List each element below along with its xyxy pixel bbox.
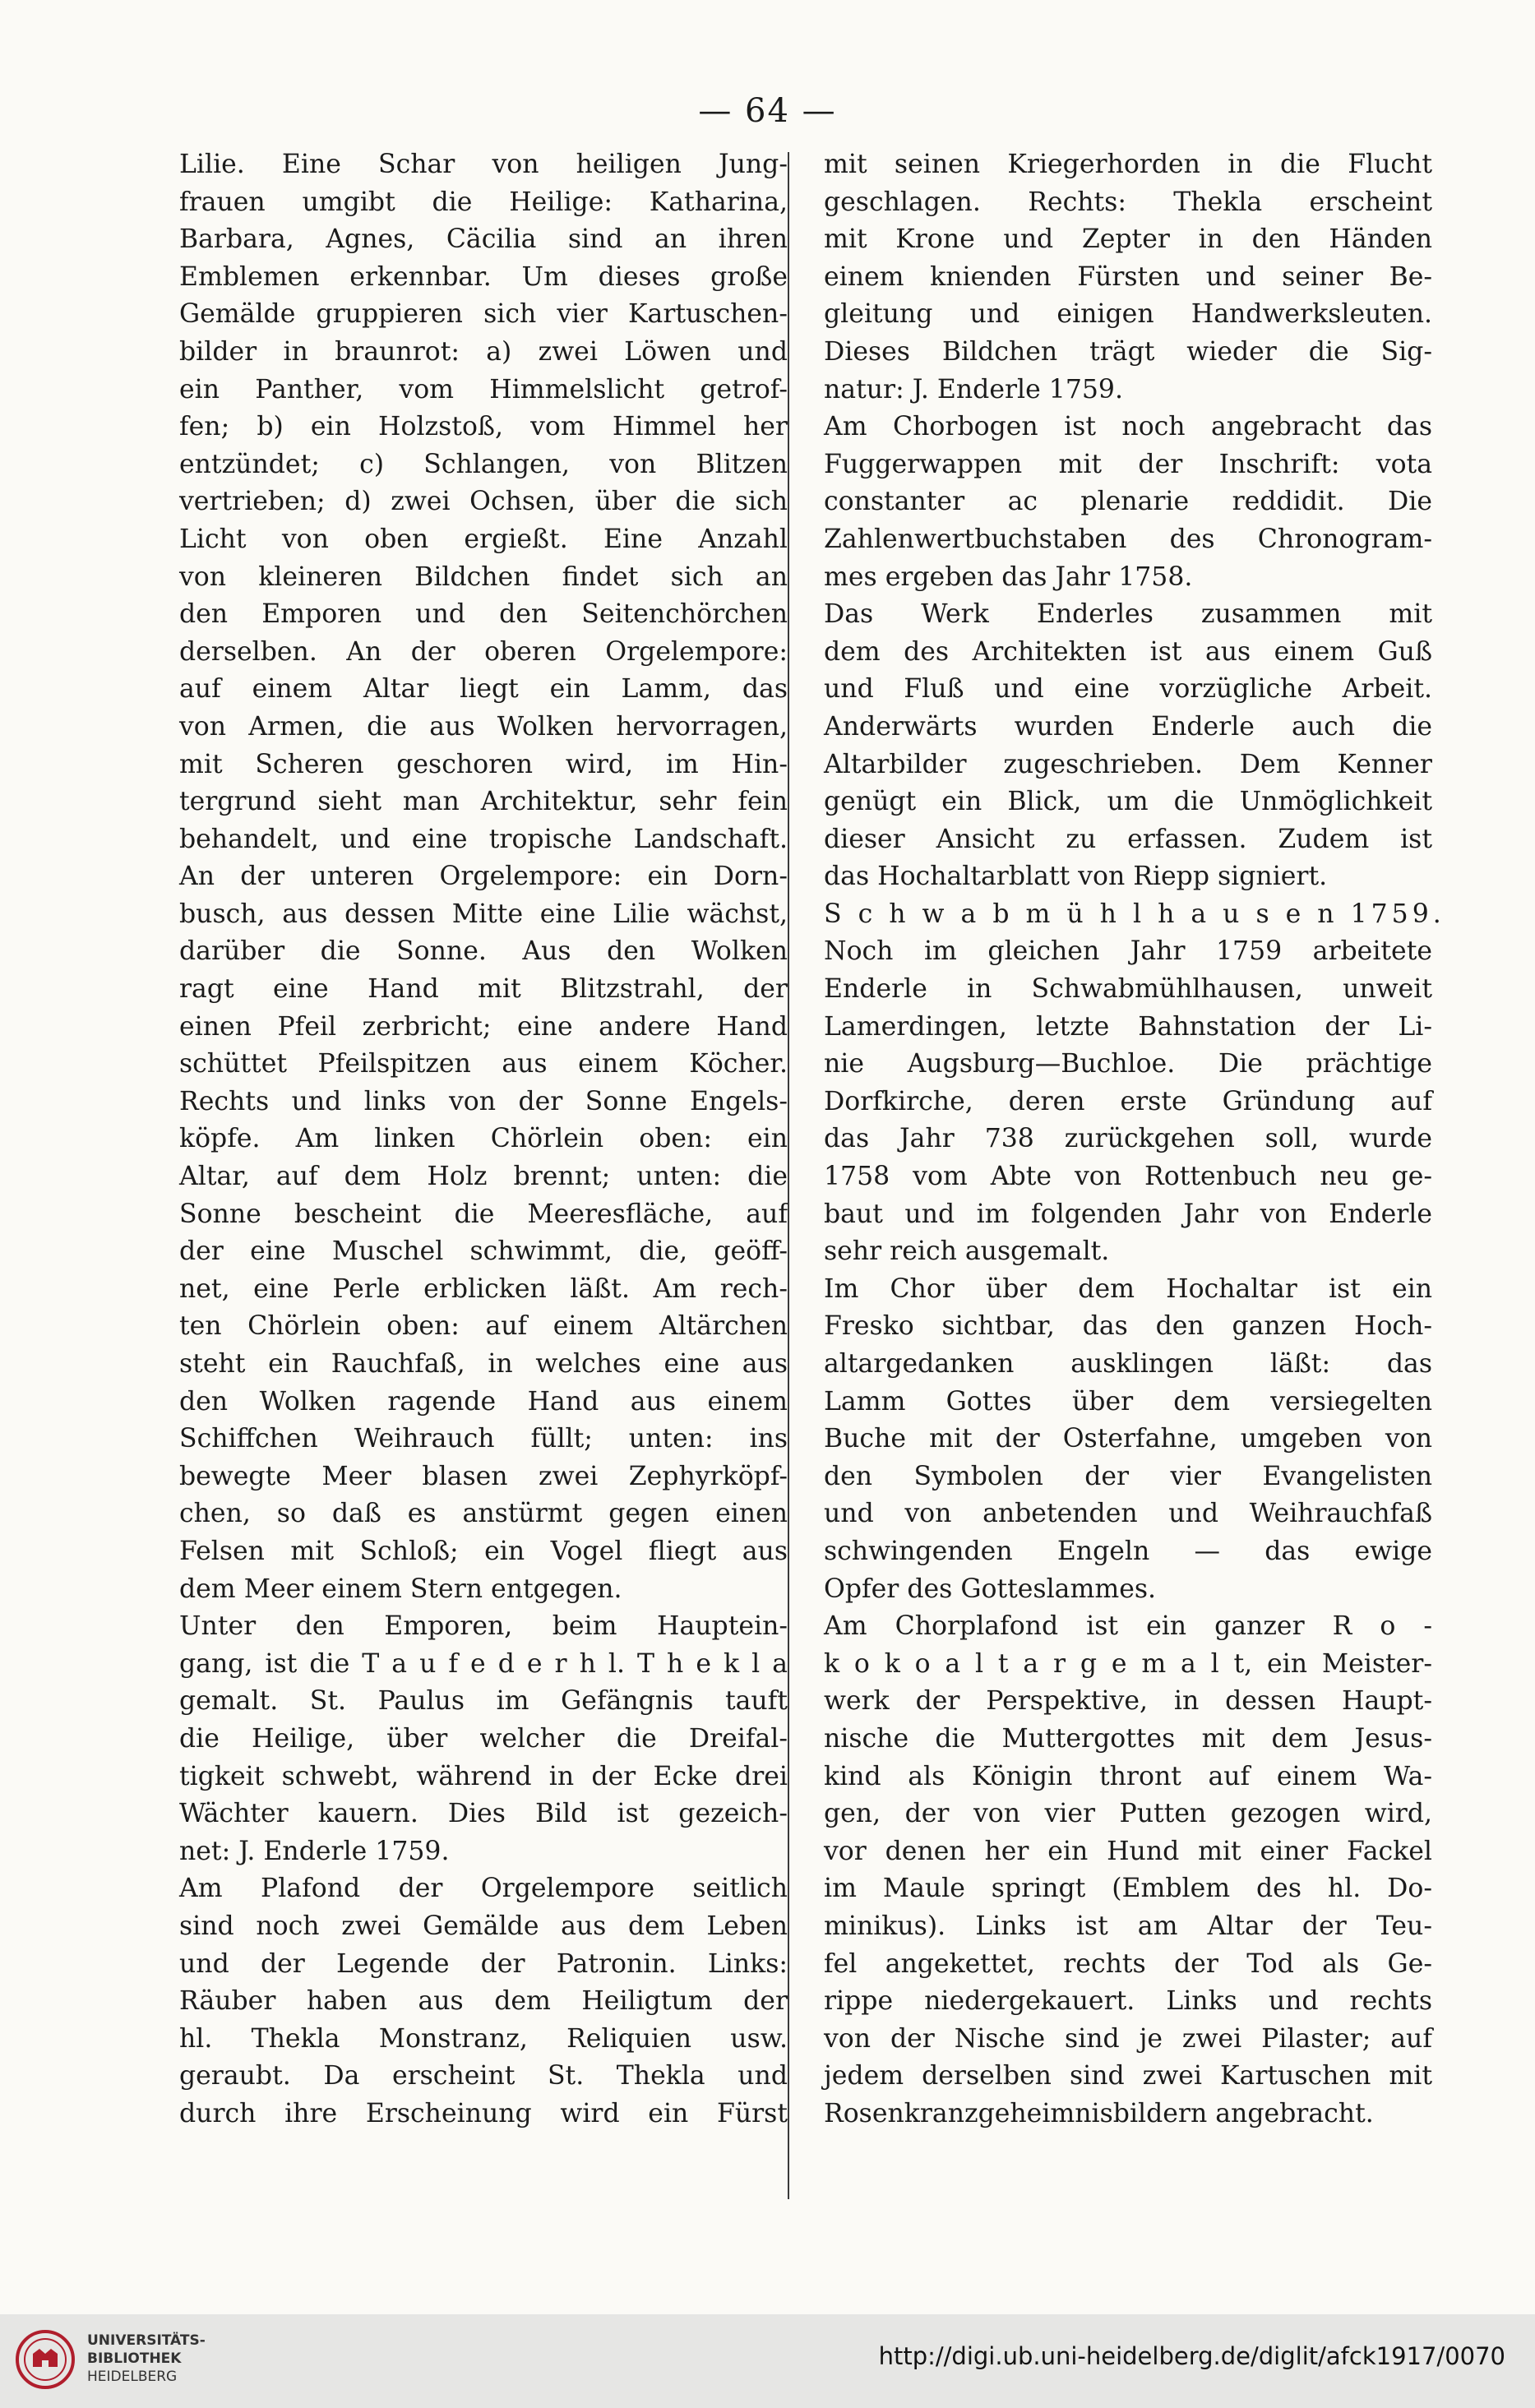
text-line: Felsen mit Schloß; ein Vogel fliegt aus <box>179 1536 788 1566</box>
text-line: Barbara, Agnes, Cäcilia sind an ihren <box>179 224 788 255</box>
text-line: und Fluß und eine vorzügliche Arbeit. <box>824 674 1432 705</box>
text-line: gemalt. St. Paulus im Gefängnis tauft <box>179 1686 788 1717</box>
text-line: minikus). Links ist am Altar der Teu- <box>824 1911 1432 1941</box>
text-line: S c h w a b m ü h l h a u s e n 1759. <box>824 899 1445 929</box>
text-line: einen Pfeil zerbricht; eine andere Hand <box>179 1011 788 1042</box>
text-line: Am Chorbogen ist noch angebracht das <box>824 412 1432 442</box>
text-line: Licht von oben ergießt. Eine Anzahl <box>179 524 788 554</box>
text-line: sind noch zwei Gemälde aus dem Leben <box>179 1911 788 1941</box>
text-line: mit Krone und Zepter in den Händen <box>824 224 1432 255</box>
text-line: genügt ein Blick, um die Unmöglichkeit <box>824 787 1432 817</box>
text-line: entzündet; c) Schlangen, von Blitzen <box>179 449 788 479</box>
text-line: Unter den Emporen, beim Hauptein- <box>179 1611 788 1642</box>
text-line: dem des Architekten ist aus einem Guß <box>824 636 1432 667</box>
library-name-line1: UNIVERSITÄTS- <box>87 2332 206 2349</box>
text-line: werk der Perspektive, in dessen Haupt- <box>824 1686 1432 1717</box>
text-line: Lamm Gottes über dem versiegelten <box>824 1386 1432 1417</box>
text-line: von Armen, die aus Wolken hervorragen, <box>179 711 788 742</box>
text-line: Am Plafond der Orgelempore seitlich <box>179 1874 788 1904</box>
text-line: den Symbolen der vier Evangelisten <box>824 1461 1432 1491</box>
text-line: den Emporen und den Seitenchörchen <box>179 599 788 630</box>
text-line: nie Augsburg—Buchloe. Die prächtige <box>824 1049 1432 1079</box>
column-divider <box>788 152 789 2199</box>
text-line: Am Chorplafond ist ein ganzer R o - <box>824 1611 1432 1642</box>
text-line: Das Werk Enderles zusammen mit <box>824 599 1432 630</box>
text-line: köpfe. Am linken Chörlein oben: ein <box>179 1124 788 1154</box>
library-name-line3: HEIDELBERG <box>87 2369 178 2385</box>
text-line: und von anbetenden und Weihrauchfaß <box>824 1499 1432 1529</box>
text-line: schwingenden Engeln — das ewige <box>824 1536 1432 1566</box>
text-line: dieser Ansicht zu erfassen. Zudem ist <box>824 824 1432 854</box>
text-line: dem Meer einem Stern entgegen. <box>179 1574 622 1604</box>
text-line: nische die Muttergottes mit dem Jesus- <box>824 1723 1432 1754</box>
text-line: Sonne bescheint die Meeresfläche, auf <box>179 1199 788 1229</box>
text-line: sehr reich ausgemalt. <box>824 1236 1110 1267</box>
text-line: das Hochaltarblatt von Riepp signiert. <box>824 862 1328 892</box>
text-line: geschlagen. Rechts: Thekla erscheint <box>824 187 1432 217</box>
text-line: gang, ist die T a u f e d e r h l. T h e k l a <box>179 1648 788 1679</box>
text-line: jedem derselben sind zwei Kartuschen mit <box>824 2061 1432 2091</box>
text-line: der eine Muschel schwimmt, die, geöff- <box>179 1236 788 1267</box>
text-line: die Heilige, über welcher die Dreifal- <box>179 1723 788 1754</box>
text-line: Emblemen erkennbar. Um dieses große <box>179 261 788 292</box>
text-line: net, eine Perle erblicken läßt. Am rech- <box>179 1273 788 1304</box>
text-line: bilder in braunrot: a) zwei Löwen und <box>179 336 788 367</box>
text-line: mit seinen Kriegerhorden in die Flucht <box>824 150 1432 179</box>
text-line: Im Chor über dem Hochaltar ist ein <box>824 1273 1432 1304</box>
text-line: mit Scheren geschoren wird, im Hin- <box>179 749 788 779</box>
text-line: Noch im gleichen Jahr 1759 arbeitete <box>824 936 1432 967</box>
text-line: steht ein Rauchfaß, in welches eine aus <box>179 1349 788 1379</box>
text-line: Zahlenwertbuchstaben des Chronogram- <box>824 524 1432 554</box>
text-line: rippe niedergekauert. Links und rechts <box>824 1986 1432 2017</box>
left-text-column <box>179 146 788 2133</box>
text-line: An der unteren Orgelempore: ein Dorn- <box>179 862 788 892</box>
text-line: tigkeit schwebt, während in der Ecke drei <box>179 1761 788 1791</box>
text-line: constanter ac plenarie reddidit. Die <box>824 487 1432 517</box>
text-line: behandelt, und eine tropische Landschaft. <box>179 824 788 854</box>
text-line: Räuber haben aus dem Heiligtum der <box>179 1986 788 2017</box>
text-line: vertrieben; d) zwei Ochsen, über die sich <box>179 487 788 517</box>
text-line: Fresko sichtbar, das den ganzen Hoch- <box>824 1311 1432 1342</box>
text-line: Gemälde gruppieren sich vier Kartuschen- <box>179 299 788 330</box>
library-seal-icon <box>15 2329 76 2390</box>
text-line: Lilie. Eine Schar von heiligen Jung- <box>179 150 788 179</box>
text-line: Rosenkranzgeheimnisbildern angebracht. <box>824 2098 1374 2128</box>
page-number: — 64 — <box>698 92 837 130</box>
text-line: Anderwärts wurden Enderle auch die <box>824 711 1432 742</box>
text-line: durch ihre Erscheinung wird ein Fürst <box>179 2098 788 2128</box>
text-line: bewegte Meer blasen zwei Zephyrköpf- <box>179 1461 788 1491</box>
text-line: ten Chörlein oben: auf einem Altärchen <box>179 1311 788 1342</box>
text-line: einem knienden Fürsten und seiner Be- <box>824 261 1432 292</box>
text-line: k o k o a l t a r g e m a l t, ein Meister- <box>824 1648 1432 1679</box>
text-line: Opfer des Gotteslammes. <box>824 1574 1157 1604</box>
text-line: Schiffchen Weihrauch füllt; unten: ins <box>179 1424 788 1454</box>
text-line: auf einem Altar liegt ein Lamm, das <box>179 674 788 705</box>
text-line: frauen umgibt die Heilige: Katharina, <box>179 187 788 217</box>
source-url-link[interactable]: http://digi.ub.uni-heidelberg.de/diglit/afck1917/0070 <box>878 2342 1505 2370</box>
text-line: von kleineren Bildchen findet sich an <box>179 562 788 592</box>
text-line: vor denen her ein Hund mit einer Fackel <box>824 1836 1432 1866</box>
text-line: im Maule springt (Emblem des hl. Do- <box>824 1874 1432 1904</box>
text-line: geraubt. Da erscheint St. Thekla und <box>179 2061 788 2091</box>
right-text-column <box>824 146 1445 2133</box>
text-line: Lamerdingen, letzte Bahnstation der Li- <box>824 1011 1432 1042</box>
text-line: altargedanken ausklingen läßt: das <box>824 1349 1432 1379</box>
text-line: net: J. Enderle 1759. <box>179 1836 450 1866</box>
text-line: das Jahr 738 zurückgehen soll, wurde <box>824 1124 1432 1154</box>
text-line: schüttet Pfeilspitzen aus einem Köcher. <box>179 1049 788 1079</box>
text-line: chen, so daß es anstürmt gegen einen <box>179 1499 788 1529</box>
text-line: busch, aus dessen Mitte eine Lilie wächst, <box>179 899 788 929</box>
text-line: 1758 vom Abte von Rottenbuch neu ge- <box>824 1162 1432 1192</box>
text-line: Dieses Bildchen trägt wieder die Sig- <box>824 336 1432 367</box>
text-line: Wächter kauern. Dies Bild ist gezeich- <box>179 1799 788 1829</box>
text-line: gleitung und einigen Handwerksleuten. <box>824 299 1432 330</box>
text-line: Buche mit der Osterfahne, umgeben von <box>824 1424 1432 1454</box>
text-line: den Wolken ragende Hand aus einem <box>179 1386 788 1417</box>
text-line: Dorfkirche, deren erste Gründung auf <box>824 1086 1432 1116</box>
text-line: mes ergeben das Jahr 1758. <box>824 562 1193 592</box>
text-line: und der Legende der Patronin. Links: <box>179 1948 788 1979</box>
text-line: gen, der von vier Putten gezogen wird, <box>824 1799 1432 1829</box>
text-line: ein Panther, vom Himmelslicht getrof- <box>179 374 788 404</box>
text-line: fel angekettet, rechts der Tod als Ge- <box>824 1948 1432 1979</box>
text-line: natur: J. Enderle 1759. <box>824 374 1123 404</box>
text-line: ragt eine Hand mit Blitzstrahl, der <box>179 974 788 1005</box>
text-line: Enderle in Schwabmühlhausen, unweit <box>824 974 1432 1005</box>
text-line: fen; b) ein Holzstoß, vom Himmel her <box>179 412 788 442</box>
text-line: Fuggerwappen mit der Inschrift: vota <box>824 449 1432 479</box>
text-line: Rechts und links von der Sonne Engels- <box>179 1086 788 1116</box>
text-line: Altar, auf dem Holz brennt; unten: die <box>179 1162 788 1192</box>
text-line: baut und im folgenden Jahr von Enderle <box>824 1199 1432 1229</box>
text-line: tergrund sieht man Architektur, sehr fein <box>179 787 788 817</box>
text-line: darüber die Sonne. Aus den Wolken <box>179 936 788 967</box>
text-line: Altarbilder zugeschrieben. Dem Kenner <box>824 749 1432 779</box>
text-line: hl. Thekla Monstranz, Reliquien usw. <box>179 2023 788 2054</box>
text-line: kind als Königin thront auf einem Wa- <box>824 1761 1432 1791</box>
text-line: von der Nische sind je zwei Pilaster; auf <box>824 2023 1432 2054</box>
library-name <box>87 2332 206 2386</box>
text-line: derselben. An der oberen Orgelempore: <box>179 636 788 667</box>
library-name-line2: BIBLIOTHEK <box>87 2350 182 2367</box>
